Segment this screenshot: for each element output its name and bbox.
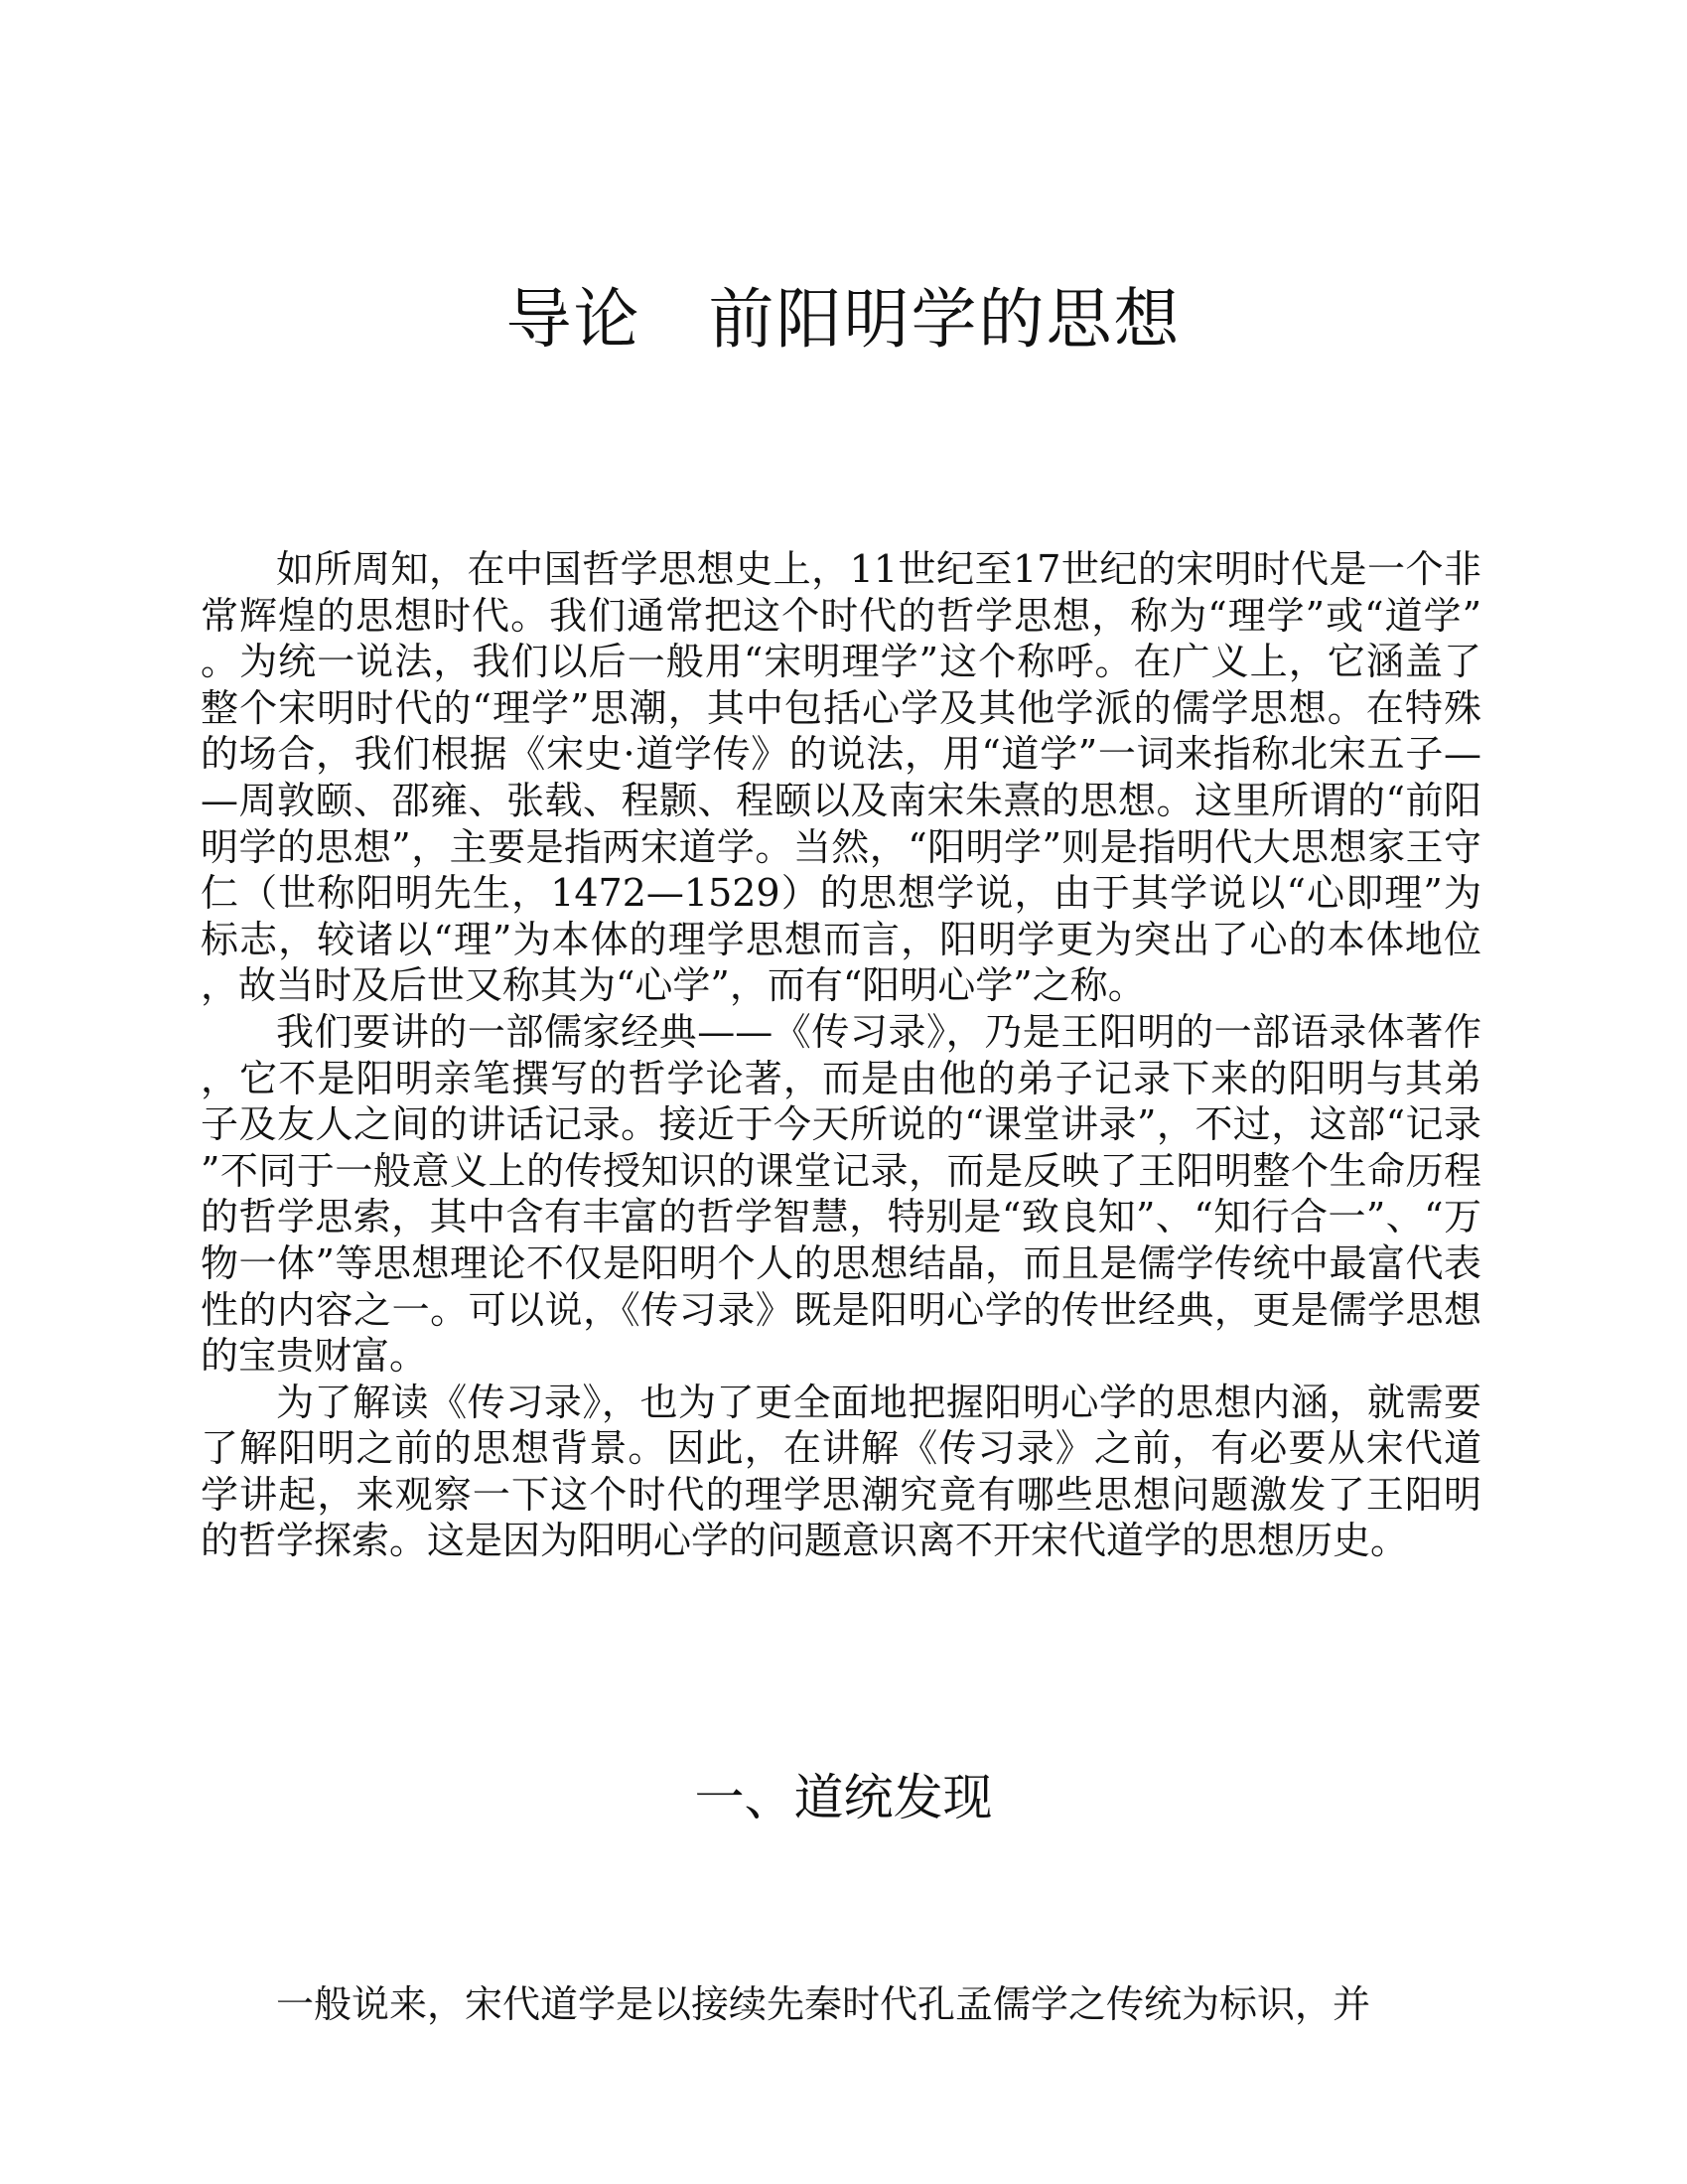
intro-body <box>201 546 1481 1564</box>
section-paragraph-1: 一般说来，宋代道学是以接续先秦时代孔孟儒学之传统为标识，并 <box>276 1982 1371 2026</box>
section-body <box>201 1981 1481 2028</box>
intro-paragraph-2: 我们要讲的一部儒家经典——《传习录》，乃是王阳明的一部语录体著作，它不是阳明亲笔撰写的哲学论著，而是由他的弟子记录下来的阳明与其弟子及友人之间的讲话记录。接近于今天所说的“课堂讲录”，不过，这部“记录”不同于一般意义上的传授知识的课堂记录，而是反映了王阳明整个生命历程的哲学思索，其中含有丰富的哲学智慧，特别是“致良知”、“知行合一”、“万物一体”等思想理论不仅是阳明个人的思想结晶，而且是儒学传统中最富代表性的内容之一。可以说，《传习录》既是阳明心学的传世经典，更是儒学思想的宝贵财富。 <box>201 1009 1481 1379</box>
intro-paragraph-3: 为了解读《传习录》，也为了更全面地把握阳明心学的思想内涵，就需要了解阳明之前的思想背景。因此，在讲解《传习录》之前，有必要从宋代道学讲起，来观察一下这个时代的理学思潮究竟有哪些思想问题激发了王阳明的哲学探索。这是因为阳明心学的问题意识离不开宋代道学的思想历史。 <box>201 1380 1481 1563</box>
section-heading: 一、道统发现 <box>694 1769 993 1826</box>
chapter-title: 导论 前阳明学的思想 <box>505 281 1182 358</box>
intro-paragraph-1: 如所周知，在中国哲学思想史上，11世纪至17世纪的宋明时代是一个非常辉煌的思想时代。我们通常把这个时代的哲学思想，称为“理学”或“道学”。为统一说法，我们以后一般用“宋明理学”这个称呼。在广义上，它涵盖了整个宋明时代的“理学”思潮，其中包括心学及其他学派的儒学思想。在特殊的场合，我们根据《宋史·道学传》的说法，用“道学”一词来指称北宋五子——周敦颐、邵雍、张载、程颢、程颐以及南宋朱熹的思想。这里所谓的“前阳明学的思想”，主要是指两宋道学。当然，“阳明学”则是指明代大思想家王守仁（世称阳明先生，1472—1529）的思想学说，由于其学说以“心即理”为标志，较诸以“理”为本体的理学思想而言，阳明学更为突出了心的本体地位，故当时及后世又称其为“心学”，而有“阳明心学”之称。 <box>201 547 1481 1008</box>
